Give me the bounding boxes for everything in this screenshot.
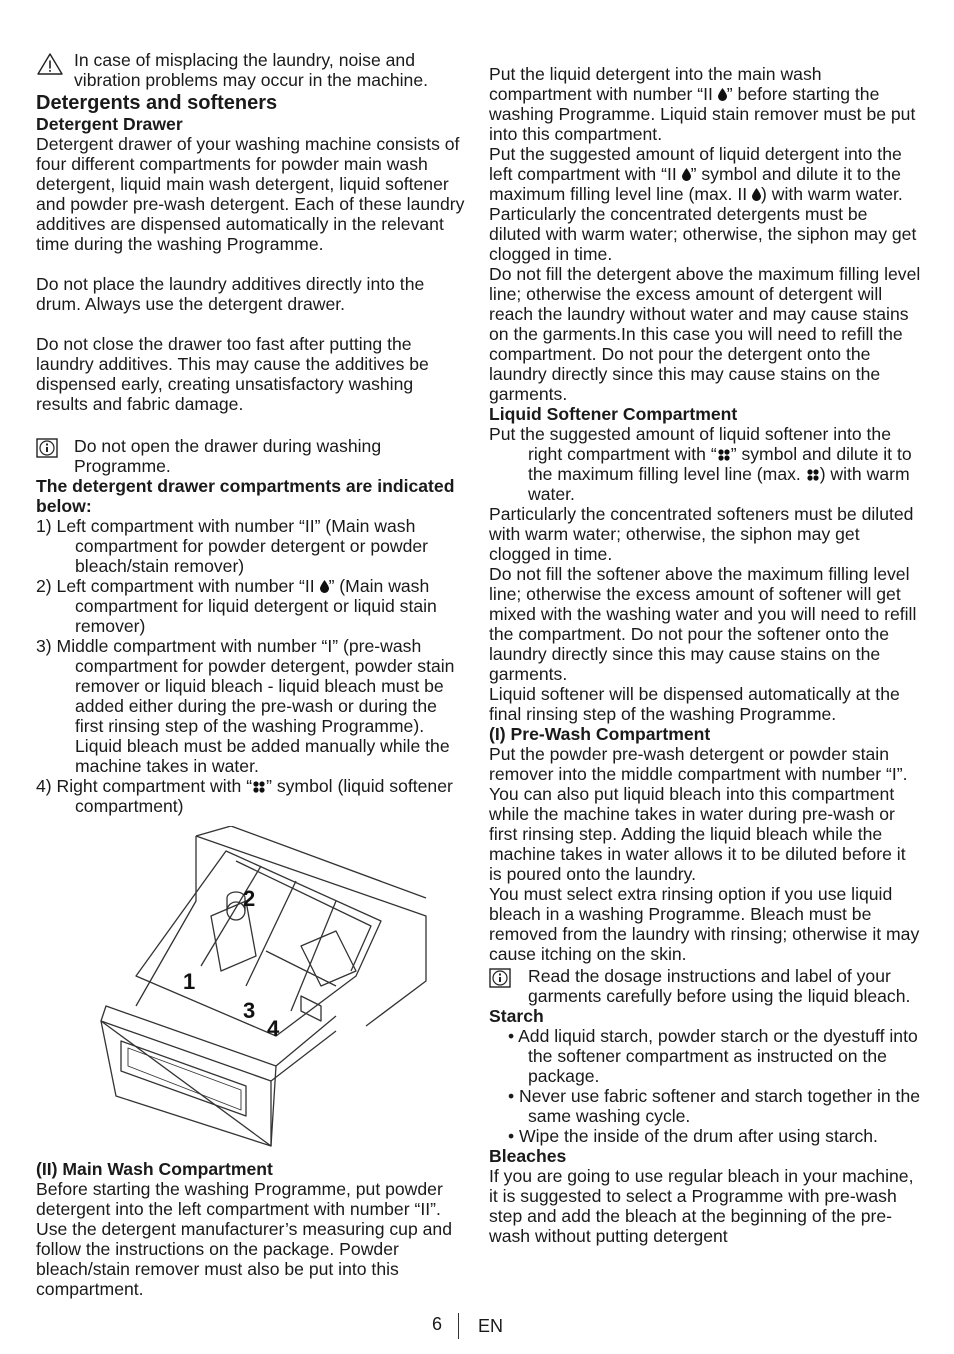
drop-icon	[320, 580, 329, 593]
drawer-paragraph-3: Do not close the drawer too fast after putting the laundry additives. This may cause the additives be dispensed early, creating unsatisfactory washing results and fabric damage.	[36, 334, 429, 414]
warning-icon	[36, 50, 74, 76]
right-column	[489, 64, 921, 1246]
info-icon	[489, 966, 528, 988]
flower-icon	[806, 468, 820, 482]
softener-paragraph-3: Do not fill the softener above the maximum filling level line; otherwise the excess amount of softener will get mixed with the washing water and you will need to refill the compartment. Do not pour the softener onto the laundry directly since this may cause stains on the garments.	[489, 564, 917, 684]
drop-icon	[682, 168, 691, 181]
info-icon	[36, 436, 74, 458]
flower-icon	[252, 780, 266, 794]
bleaches-title: Bleaches	[489, 1146, 567, 1166]
drawer-paragraph-2: Do not place the laundry additives directly into the drum. Always use the detergent drawer.	[36, 274, 425, 314]
compartment-item-2: 2) Left compartment with number “II ” (Main wash compartment for liquid detergent or liquid stain remover)	[36, 576, 437, 636]
compartments-title: The detergent drawer compartments are indicated below:	[36, 476, 455, 516]
drop-icon	[718, 88, 727, 101]
figure-label-4: 4	[267, 1016, 280, 1041]
figure-label-1: 1	[183, 969, 196, 994]
info-note-drawer	[36, 436, 468, 476]
prewash-paragraph-2: You can also put liquid bleach into this compartment while the machine takes in water during pre-wash or first rinsing step. Adding the liquid bleach while the machine takes in water allows it to be diluted before it is poured onto the laundry.	[489, 784, 906, 884]
liquid-paragraph-2: Put the suggested amount of liquid detergent into the left compartment with “II ” symbol and dilute it to the maximum filling level line (max. II ) with warm water.	[489, 144, 903, 204]
info-note-text: Do not open the drawer during washing Programme.	[74, 436, 382, 476]
prewash-paragraph-1: Put the powder pre-wash detergent or powder stain remover into the middle compartment with number “I”.	[489, 744, 908, 784]
drawer-drawing	[36, 826, 468, 1166]
softener-paragraph-4: Liquid softener will be dispensed automatically at the final rinsing step of the washing Programme.	[489, 684, 900, 724]
figure-label-3: 3	[243, 998, 256, 1023]
bleaches-paragraph-1: If you are going to use regular bleach in your machine, it is suggested to select a Programme with pre-wash step and add the bleach at the beginning of the pre-wash without putting detergent	[489, 1166, 914, 1246]
liquid-paragraph-3: Particularly the concentrated detergents must be diluted with warm water; otherwise, the siphon may get clogged in time.	[489, 204, 917, 264]
softener-paragraph-2: Particularly the concentrated softeners must be diluted with warm water; otherwise, the siphon may get clogged in time.	[489, 504, 914, 564]
starch-bullet-1: • Add liquid starch, powder starch or the dyestuff into the softener compartment as instructed on the package.	[508, 1026, 918, 1086]
warning-text: In case of misplacing the laundry, noise and vibration problems may occur in the machine.	[74, 50, 428, 90]
starch-title: Starch	[489, 1006, 544, 1026]
main-wash-text: Before starting the washing Programme, put powder detergent into the left compartment with number “II”. Use the detergent manufacturer’s measuring cup and follow the instructions on the package. Powder bleach/stain remover must also be put into this compartment.	[36, 1179, 452, 1299]
drawer-title: Detergent Drawer	[36, 114, 183, 134]
compartment-item-1: 1) Left compartment with number “II” (Main wash compartment for powder detergent or powder bleach/stain remover)	[36, 516, 429, 576]
page-number: 6	[432, 1314, 443, 1334]
compartment-item-3: 3) Middle compartment with number “I” (pre-wash compartment for powder detergent, powder stain remover or liquid bleach - liquid bleach must be added either during the pre-wash or during the first rinsing step of the washing Programme). Liquid bleach must be added manually while the machine takes in water.	[36, 636, 455, 776]
flower-icon	[717, 448, 731, 462]
drawer-paragraph-1: Detergent drawer of your washing machine consists of four different compartments for powder main wash detergent, liquid main wash detergent, liquid softener and powder pre-wash detergent. Each of these laundry additives are dispensed automatically in the relevant time during the washing Programme.	[36, 134, 465, 254]
warning-note	[36, 50, 468, 90]
starch-bullet-2: • Never use fabric softener and starch together in the same washing cycle.	[508, 1086, 921, 1126]
left-column	[36, 50, 468, 1299]
prewash-paragraph-3: You must select extra rinsing option if you use liquid bleach in a washing Programme. Bleach must be removed from the laundry with rinsing; otherwise it may cause itching on the skin.	[489, 884, 920, 964]
page-footer	[0, 1314, 954, 1344]
main-wash-title: (II) Main Wash Compartment	[36, 1159, 273, 1179]
softener-title: Liquid Softener Compartment	[489, 404, 738, 424]
figure-label-2: 2	[243, 886, 256, 911]
drop-icon	[752, 188, 761, 201]
detergent-drawer-illustration	[36, 826, 468, 1166]
language-code: EN	[478, 1316, 504, 1336]
info-note-text: Read the dosage instructions and label of your garments carefully before using the liquid bleach.	[528, 966, 911, 1006]
liquid-paragraph-4: Do not fill the detergent above the maximum filling level line; otherwise the excess amount of detergent will reach the laundry without water and may cause stains on the garments.In this case you will need to refill the compartment. Do not pour the detergent onto the laundry directly since this may cause stains on the garments.	[489, 264, 921, 404]
starch-bullet-3: • Wipe the inside of the drum after using starch.	[508, 1126, 878, 1146]
prewash-title: (I) Pre-Wash Compartment	[489, 724, 711, 744]
liquid-paragraph-1: Put the liquid detergent into the main wash compartment with number “II ” before starting the washing Programme. Liquid stain remover must be put into this compartment.	[489, 64, 916, 144]
compartment-item-4: 4) Right compartment with “ ” symbol (liquid softener compartment)	[36, 776, 453, 816]
footer-divider	[458, 1313, 459, 1339]
section-title: Detergents and softeners	[36, 92, 278, 114]
info-note-bleach	[489, 966, 921, 1006]
softener-paragraph-1: Put the suggested amount of liquid softener into the right compartment with “ ” symbol and dilute it to the maximum filling level line (max. ) with warm water.	[489, 424, 912, 504]
